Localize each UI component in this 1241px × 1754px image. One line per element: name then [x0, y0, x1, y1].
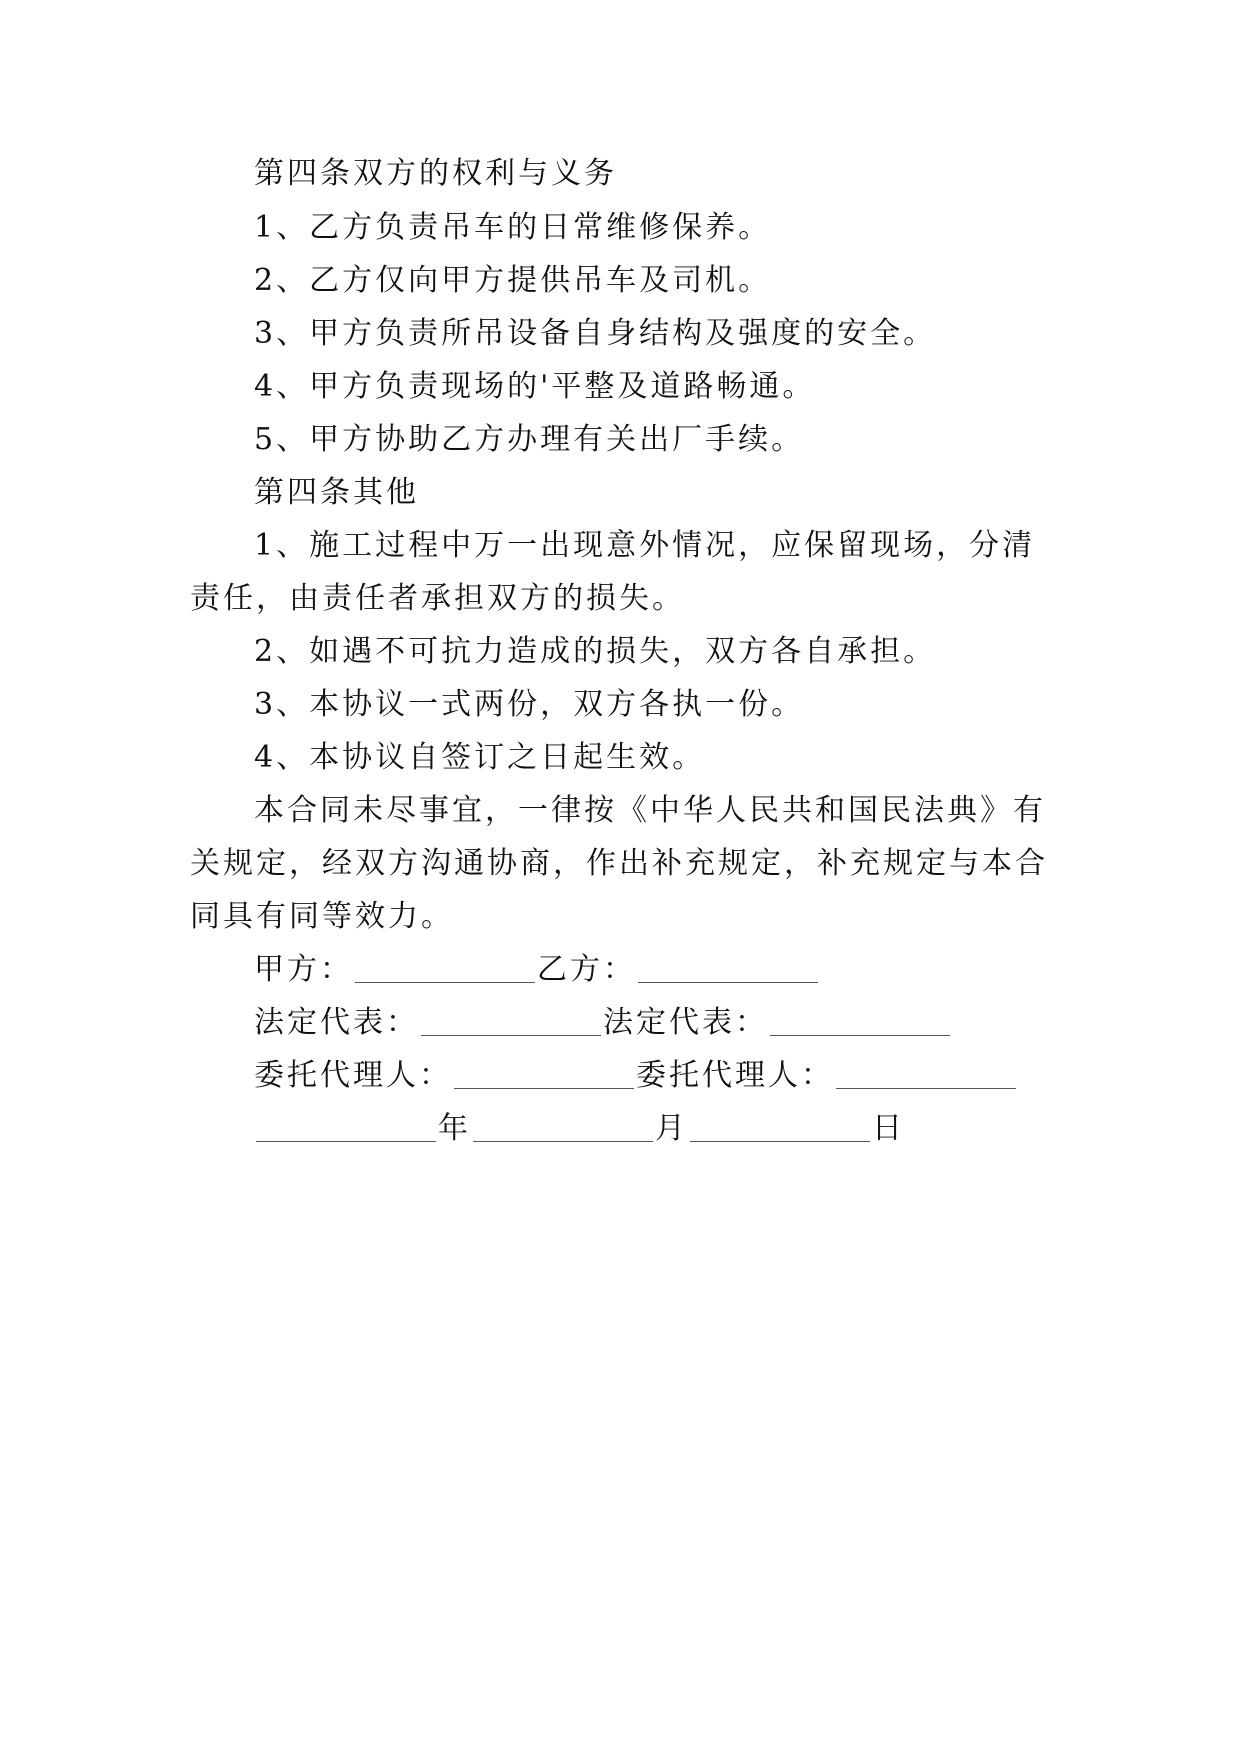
article4-item-1: 1、乙方负责吊车的日常维修保养。 — [254, 210, 772, 245]
agent-b-label: 委托代理人： — [636, 1058, 834, 1093]
month-blank[interactable] — [473, 1139, 653, 1142]
party-a-label: 甲方： — [254, 952, 353, 987]
month-label: 月 — [655, 1111, 688, 1146]
article-other-heading: 第四条其他 — [254, 475, 419, 510]
party-b-label: 乙方： — [537, 952, 636, 987]
closing-line-1: 本合同未尽事宜，一律按《中华人民共和国民法典》有 — [254, 793, 1046, 828]
article-other-item-1-line-2: 责任，由责任者承担双方的损失。 — [190, 581, 685, 616]
party-a-blank[interactable] — [355, 980, 535, 983]
day-label: 日 — [872, 1111, 905, 1146]
article-other-item-3: 3、本协议一式两份，双方各执一份。 — [254, 687, 805, 722]
article4-heading: 第四条双方的权利与义务 — [254, 156, 617, 191]
article4-item-5: 5、甲方协助乙方办理有关出厂手续。 — [254, 422, 805, 457]
year-label: 年 — [438, 1111, 471, 1146]
closing-line-3: 同具有同等效力。 — [190, 899, 454, 934]
agent-signature-row — [254, 1050, 1018, 1094]
year-blank[interactable] — [256, 1139, 436, 1142]
legal-rep-a-blank[interactable] — [421, 1033, 601, 1036]
agent-b-blank[interactable] — [836, 1086, 1016, 1089]
closing-line-2: 关规定，经双方沟通协商，作出补充规定，补充规定与本合 — [190, 846, 1048, 881]
date-row — [254, 1103, 905, 1147]
party-b-blank[interactable] — [638, 980, 818, 983]
legal-rep-b-label: 法定代表： — [603, 1005, 768, 1040]
article4-item-4: 4、甲方负责现场的'平整及道路畅通。 — [254, 369, 816, 404]
agent-a-blank[interactable] — [454, 1086, 634, 1089]
day-blank[interactable] — [690, 1139, 870, 1142]
article4-item-3: 3、甲方负责所吊设备自身结构及强度的安全。 — [254, 316, 937, 351]
party-signature-row — [254, 944, 820, 988]
agent-a-label: 委托代理人： — [254, 1058, 452, 1093]
article-other-item-4: 4、本协议自签订之日起生效。 — [254, 740, 706, 775]
article-other-item-2: 2、如遇不可抗力造成的损失，双方各自承担。 — [254, 634, 937, 669]
legal-rep-signature-row — [254, 997, 952, 1041]
legal-rep-a-label: 法定代表： — [254, 1005, 419, 1040]
article4-item-2: 2、乙方仅向甲方提供吊车及司机。 — [254, 263, 772, 298]
article-other-item-1-line-1: 1、施工过程中万一出现意外情况，应保留现场，分清 — [254, 528, 1036, 563]
legal-rep-b-blank[interactable] — [770, 1033, 950, 1036]
